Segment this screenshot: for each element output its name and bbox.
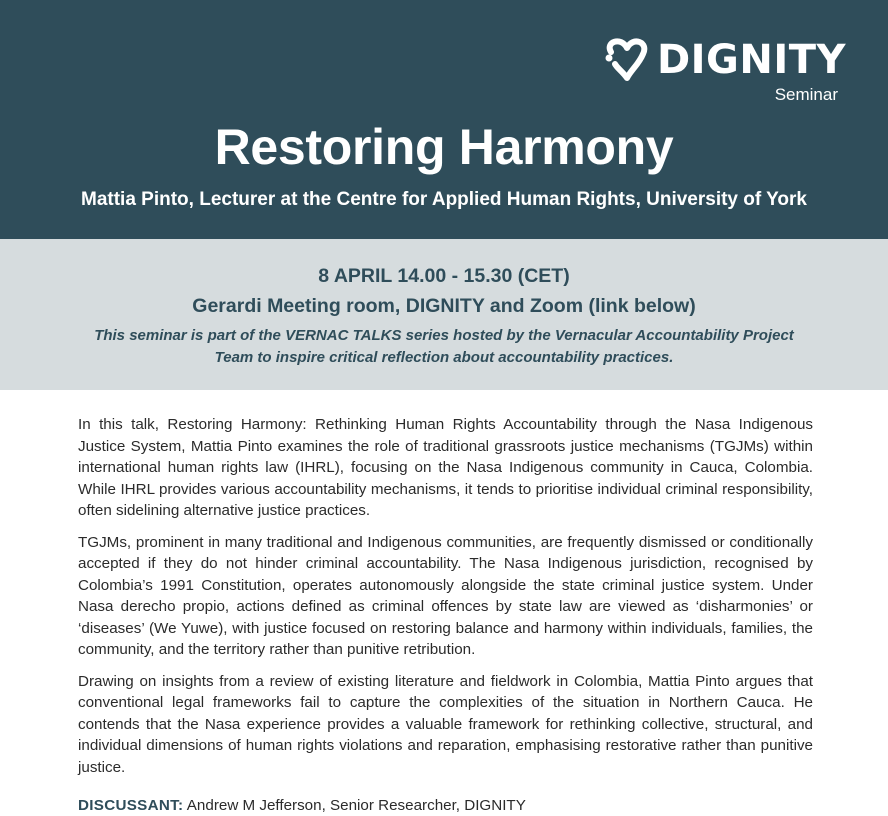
dignity-logo bbox=[601, 38, 846, 104]
speaker-line: Mattia Pinto, Lecturer at the Centre for Applied Human Rights, University of York bbox=[81, 189, 807, 210]
abstract-paragraph: In this talk, Restoring Harmony: Rethinking Human Rights Accountability through the Nasa Indigenous Justice System, Mattia Pinto examines the role of traditional grassroots justice mechanisms (TGJMs) within international human rights law (IHRL), focusing on the Nasa Indigenous community in Cauca, Colombia. While IHRL provides various accountability mechanisms, it tends to prioritise individual criminal responsibility, often sidelining alternative justice practices. bbox=[78, 416, 813, 519]
header-banner bbox=[0, 0, 888, 239]
discussant-name: Andrew M Jefferson, Senior Researcher, DIGNITY bbox=[186, 797, 526, 814]
abstract-paragraph: TGJMs, prominent in many traditional and Indigenous communities, are frequently dismissed or conditionally accepted if they do not hinder criminal accountability. The Nasa Indigenous jurisdiction, recognised by Colombia’s 1991 Constitution, operates autonomously alongside the state criminal justice system. Under Nasa derecho propio, actions defined as criminal offences by state law are viewed as ‘disharmonies’ or ‘diseases’ (We Yuwe), with justice focused on restoring balance and harmony within individuals, families, the community, and the territory rather than punitive retribution. bbox=[78, 533, 813, 658]
event-date: 8 APRIL 14.00 - 15.30 (CET) bbox=[318, 265, 570, 287]
discussant-label: DISCUSSANT: bbox=[78, 797, 184, 814]
logo-subtitle: Seminar bbox=[774, 85, 838, 104]
event-info-band bbox=[0, 239, 888, 390]
abstract-body bbox=[0, 390, 888, 816]
event-location: Gerardi Meeting room, DIGNITY and Zoom (link below) bbox=[192, 295, 696, 317]
logo-wordmark: DIGNITY bbox=[656, 37, 846, 83]
abstract-paragraph: Drawing on insights from a review of existing literature and fieldwork in Colombia, Mattia Pinto argues that conventional legal frameworks fail to capture the complexities of the situation in Northern Cauca. He contends that the Nasa experience provides a valuable framework for rethinking collective, structural, and individual dimensions of human rights violations and reparation, emphasising restorative rather than punitive justice. bbox=[78, 672, 813, 776]
discussant-line bbox=[78, 796, 813, 816]
page-title: Restoring Harmony bbox=[214, 119, 674, 175]
heart-logo-icon bbox=[601, 38, 653, 82]
series-note: This seminar is part of the VERNAC TALKS series hosted by the Vernacular Accountability Project Team to inspire critical reflection about accountability practices. bbox=[94, 327, 794, 366]
